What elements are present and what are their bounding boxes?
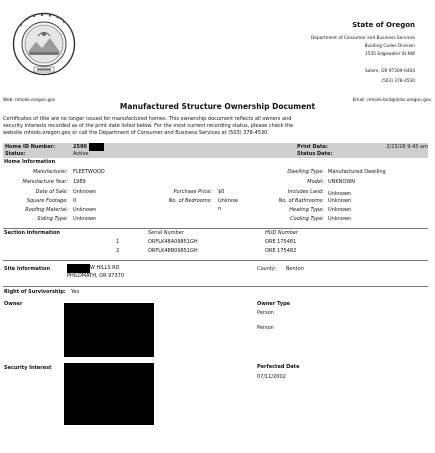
intro-line: security interests recorded as of the print date listed below. For the most current recording status, please check the — [3, 123, 294, 129]
owner-type-value: Person — [257, 310, 274, 316]
field-label: Roofing Material: — [25, 207, 68, 213]
field-value: UNKNOWN — [328, 179, 356, 185]
intro-line: Certificates of title are no longer issued for manufactured homes. This ownership document reflects all owners and — [3, 116, 292, 122]
home-id-label: Home ID Number: — [5, 144, 56, 150]
field-value: Unknown — [73, 189, 97, 195]
divider — [3, 228, 428, 229]
agency-address-line: 1535 Edgewater St NW — [365, 52, 415, 57]
security-interest-heading: Security Interest — [4, 365, 52, 371]
document-title: Manufactured Structure Ownership Document — [119, 102, 316, 111]
perfected-date-heading: Perfected Date — [257, 364, 300, 370]
home-info-heading: Home Information — [4, 159, 56, 165]
owner-heading: Owner — [4, 301, 23, 307]
redaction-block — [89, 143, 104, 151]
divider — [3, 286, 428, 287]
agency-address-line: Building Codes Division — [364, 44, 415, 49]
field-value-wrap: n — [218, 206, 222, 212]
field-label: Heating Type: — [289, 207, 324, 213]
field-label: Date of Sale: — [35, 189, 68, 195]
section-info-heading: Section Information — [4, 230, 60, 236]
field-label: Purchase Price: — [173, 189, 212, 195]
hud-number: ORE 175482 — [265, 248, 297, 254]
section-number: 1 — [116, 239, 120, 245]
field-value: 0 — [73, 198, 77, 204]
status-bar — [3, 143, 428, 158]
field-label: No. of Bedrooms: — [168, 198, 212, 204]
field-value: Unknown — [328, 191, 352, 197]
field-value: $0 — [218, 189, 225, 195]
status-value: Active — [73, 151, 89, 157]
redaction-block — [64, 363, 154, 425]
intro-line: website mhods.oregon.gov or call the Department of Consumer and Business Services at (503) 378-4530. — [3, 130, 269, 136]
owner-type-value: Person — [257, 325, 274, 331]
field-label: Siding Type: — [37, 216, 68, 222]
hud-number-header: HUD Number — [265, 230, 298, 236]
county-value: Benton — [286, 266, 304, 272]
seal-emblem-icon — [12, 12, 76, 76]
field-value: Unknown — [73, 216, 97, 222]
email-link[interactable]: Email: mhods.bcd@dcbs.oregon.gov — [352, 98, 431, 103]
field-label: Includes Land: — [287, 189, 324, 195]
divider — [3, 260, 428, 261]
county-label: County: — [257, 266, 277, 272]
state-seal — [12, 12, 76, 76]
field-value: Unknown — [73, 207, 97, 213]
survivorship-label: Right of Survivorship: — [4, 289, 66, 295]
field-value: Unknown — [328, 216, 352, 222]
field-value: Unknown — [328, 198, 352, 204]
redaction-block — [67, 264, 90, 273]
section-number: 2 — [116, 248, 120, 254]
print-date-label: Print Date: — [297, 144, 328, 150]
site-address-line2: PHILOMATH, OR 97370 — [67, 273, 125, 279]
serial-number: ORFLK48A09851GH — [148, 239, 198, 245]
agency-name: State of Oregon — [352, 21, 415, 29]
redaction-block — [64, 303, 154, 357]
hud-number: ORE 175481 — [265, 239, 297, 245]
field-value: Unknown — [328, 207, 352, 213]
web-link[interactable]: Web: mhods.oregon.gov — [3, 98, 56, 103]
serial-number: ORFLK48B09851GH — [148, 248, 198, 254]
owner-type-heading: Owner Type — [257, 301, 291, 307]
field-value: 1989 — [73, 179, 86, 185]
field-label: Cooling Type: — [290, 216, 324, 222]
perfected-date-value: 07/11/2002 — [257, 374, 286, 380]
field-label: Dwelling Type: — [287, 169, 324, 175]
status-label: Status: — [5, 151, 26, 157]
agency-address-line: Salem, OR 97309-0404 — [364, 69, 415, 74]
field-label: No. of Bathrooms: — [278, 198, 324, 204]
field-label: Model: — [307, 179, 324, 185]
site-info-heading: Site Information — [4, 266, 51, 272]
print-date-value: 2/23/26 9:43 am — [386, 144, 428, 150]
field-value: Manufactured Dwelling — [328, 169, 386, 175]
agency-address-line: Department of Consumer and Business Services — [310, 36, 415, 41]
status-date-label: Status Date: — [297, 151, 333, 157]
survivorship-value: Yes — [71, 289, 80, 295]
field-label: Manufacture Year: — [22, 179, 68, 185]
serial-number-header: Serial Number — [148, 230, 184, 236]
field-label: Square Footage: — [26, 198, 68, 204]
home-id-value: 2590 — [73, 144, 87, 150]
site-address-line1: W HILLS RD — [90, 265, 120, 271]
agency-phone: (503) 378-4530 — [381, 79, 415, 84]
field-label: Manufacturer: — [32, 169, 68, 175]
field-value: FLEETWOOD — [73, 169, 105, 175]
field-value: Unknow — [218, 198, 239, 204]
